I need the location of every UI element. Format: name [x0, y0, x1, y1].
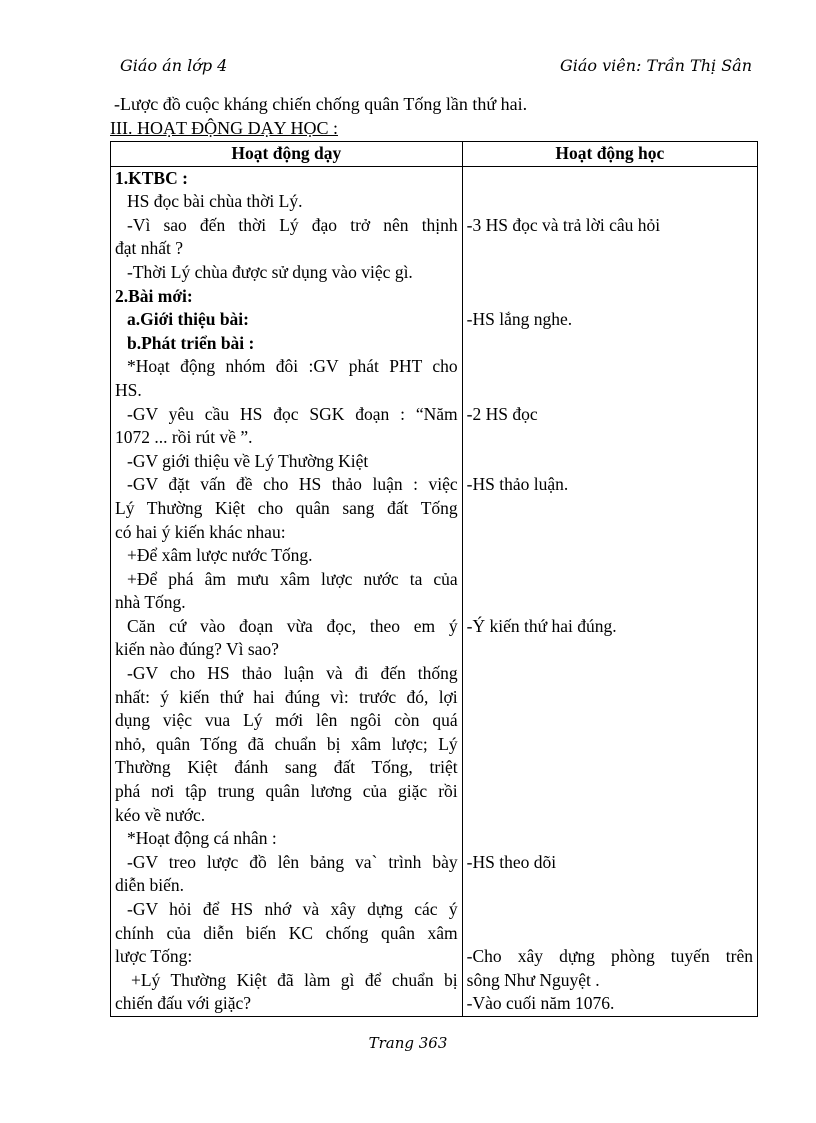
- teach-line: -GV đặt vấn đề cho HS thảo luận : việc: [127, 474, 458, 495]
- learn-line: -2 HS đọc: [466, 403, 538, 424]
- col-header-teaching: Hoạt động dạy: [111, 142, 463, 167]
- teach-line: nhỏ, quân Tống đã chuẩn bị xâm lược; Lý: [115, 733, 458, 754]
- teach-line: HS đọc bài chùa thời Lý.: [127, 191, 303, 212]
- learn-line: -HS lắng nghe.: [466, 309, 573, 330]
- teach-line: -GV hỏi để HS nhớ và xây dựng các ý: [127, 899, 458, 919]
- table-row: [111, 166, 758, 1016]
- header-right: Giáo viên: Trần Thị Sân: [559, 56, 752, 75]
- teach-line: 2.Bài mới:: [115, 285, 193, 306]
- teach-line: dụng việc vua Lý mới lên ngôi còn quá: [115, 710, 458, 731]
- teach-line: *Hoạt động cá nhân :: [127, 828, 277, 849]
- teach-line: nhà Tống.: [115, 592, 186, 613]
- teach-line: diễn biến.: [115, 875, 185, 896]
- teach-line: -Vì sao đến thời Lý đạo trở nên thịnh: [127, 214, 458, 235]
- section-title: III. HOẠT ĐỘNG DẠY HỌC :: [110, 118, 338, 138]
- learn-line: -Cho xây dựng phòng tuyến trên: [466, 946, 753, 967]
- learn-line: -HS thảo luận.: [466, 474, 569, 495]
- teach-line: Lý Thường Kiệt cho quân sang đất Tống: [115, 497, 458, 518]
- teach-line: kiến nào đúng? Vì sao?: [115, 639, 279, 660]
- teach-line: b.Phát triển bài :: [127, 332, 255, 353]
- teach-line: -GV treo lược đồ lên bảng va` trình bày: [127, 851, 458, 872]
- teach-line: -GV yêu cầu HS đọc SGK đoạn : “Năm: [127, 403, 458, 424]
- table-header-row: [111, 142, 758, 167]
- teach-line: phá nơi tập trung quân lương của giặc rồi: [115, 781, 458, 802]
- col-header-learning: Hoạt động học: [462, 142, 757, 167]
- teach-line: -GV cho HS thảo luận và đi đến thống: [127, 663, 458, 684]
- teach-line: a.Giới thiệu bài:: [127, 309, 249, 330]
- learn-line: -Vào cuối năm 1076.: [466, 993, 615, 1014]
- teach-line: HS.: [115, 379, 142, 400]
- teach-line: chính của diễn biến KC chống quân xâm: [115, 922, 458, 943]
- lesson-table: [110, 141, 758, 1017]
- header-left: Giáo án lớp 4: [120, 56, 228, 75]
- teach-line: chiến đấu với giặc?: [115, 993, 252, 1014]
- learning-cell: [462, 166, 757, 1016]
- teach-line: kéo về nước.: [115, 804, 206, 825]
- teach-line: -Thời Lý chùa được sử dụng vào việc gì.: [127, 261, 413, 282]
- teach-line: +Để phá âm mưu xâm lược nước ta của: [127, 568, 458, 589]
- teach-line: *Hoạt động nhóm đôi :GV phát PHT cho: [127, 356, 458, 377]
- learn-line: -Ý kiến thứ hai đúng.: [466, 615, 617, 636]
- teach-line: 1.KTBC :: [115, 167, 188, 188]
- teaching-cell: [111, 166, 463, 1016]
- teach-line: có hai ý kiến khác nhau:: [115, 521, 286, 542]
- intro-line: -Lược đồ cuộc kháng chiến chống quân Tống lần thứ hai.: [114, 94, 528, 114]
- teach-line: lược Tống:: [115, 946, 193, 967]
- teach-line: Thường Kiệt đánh sang đất Tống, triệt: [115, 757, 458, 778]
- teach-line: đạt nhất ?: [115, 238, 184, 259]
- teach-line: 1072 ... rồi rút về ”.: [115, 427, 253, 448]
- page-number: Trang 363: [368, 1034, 448, 1052]
- teach-line: -GV giới thiệu về Lý Thường Kiệt: [127, 450, 369, 471]
- learn-line: sông Như Nguyệt .: [466, 969, 600, 990]
- learn-line: -HS theo dõi: [466, 851, 557, 872]
- teach-line: +Để xâm lược nước Tống.: [127, 545, 313, 566]
- teach-line: +Lý Thường Kiệt đã làm gì để chuẩn bị: [131, 969, 458, 990]
- learn-line: -3 HS đọc và trả lời câu hỏi: [466, 214, 661, 235]
- teach-line: nhất: ý kiến thứ hai đúng vì: trước đó, lợi: [115, 686, 458, 707]
- teach-line: Căn cứ vào đoạn vừa đọc, theo em ý: [127, 615, 458, 636]
